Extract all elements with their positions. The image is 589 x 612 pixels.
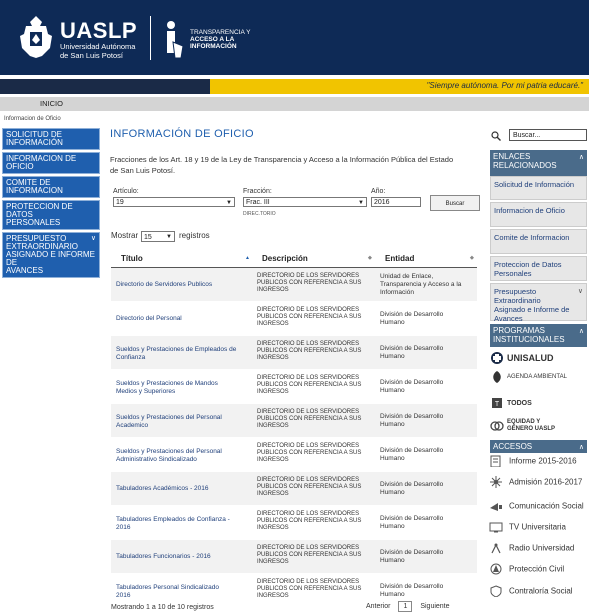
left-menu-label: PROTECCION DE DATOS [6,202,73,219]
row-description [257,443,375,464]
program-link[interactable] [490,396,532,410]
section-heading: INSTITUCIONALES [493,335,565,344]
agenda-ambiental-icon [490,370,504,384]
row-entidad [380,379,475,395]
program-link[interactable] [490,419,567,433]
row-description-line: INGRESOS [257,321,289,327]
enlace-item[interactable] [490,176,587,200]
access-label: Protección Civil [509,564,565,574]
logo-title: UASLP [60,18,138,43]
row-description-line: PUBLICOS CON REFERENCIA A SUS [257,314,362,320]
program-label: EQUIDAD Y GÉNERO UASLP [507,419,556,432]
row-description-line: INGRESOS [257,423,289,429]
left-menu-label: PERSONALES [6,218,61,227]
logo-subtitle-2: de San Luis Potosí [60,51,123,60]
row-entidad [380,515,475,531]
pagination-page[interactable]: 1 [398,601,412,612]
row-entidad [380,549,475,565]
row-entidad-line: División de Desarrollo [380,481,444,488]
page-title: INFORMACIÓN DE OFICIO [110,128,254,140]
row-entidad-line: Humano [380,489,405,496]
row-description-line: DIRECTORIO DE LOS SERVIDORES [257,579,360,585]
row-entidad-line: División de Desarrollo [380,345,444,352]
mostrar-label: Mostrar [111,231,139,240]
row-title-line: Confianza [116,354,146,361]
left-menu-label: SOLICITUD DE [6,130,63,139]
breadcrumb[interactable]: Informacion de Oficio [4,116,61,122]
slogan-highlight [210,79,589,94]
comunicacion-icon [489,500,503,512]
page-subtitle-line: de San Luis Potosí. [110,166,176,175]
row-description-line: DIRECTORIO DE LOS SERVIDORES [257,341,360,347]
row-title-line: Medios y Superiores [116,388,176,395]
row-description-line: INGRESOS [257,525,289,531]
section-heading: RELACIONADOS [493,161,557,170]
row-description-line: PUBLICOS CON REFERENCIA A SUS [257,484,362,490]
program-label: AGENDA AMBIENTAL [507,373,567,380]
row-entidad-line: Humano [380,591,405,598]
row-description-line: DIRECTORIO DE LOS SERVIDORES [257,511,360,517]
row-description-line: INGRESOS [257,457,289,463]
column-header-label: Descripción [262,254,308,263]
program-link[interactable] [490,351,554,365]
row-description [257,511,375,532]
access-link[interactable] [489,500,584,512]
row-title-link[interactable] [116,315,246,323]
column-header-titulo[interactable] [121,254,250,263]
enlace-label: Informacion de Oficio [494,206,565,215]
table-row[interactable] [111,370,477,404]
row-description-line: INGRESOS [257,593,289,599]
program-label: UNISALUD [507,353,554,363]
row-description-line: INGRESOS [257,559,289,565]
row-title-line: Administrativo Sindicalizado [116,456,197,463]
row-title-link[interactable] [116,516,246,532]
unisalud-icon [490,351,504,365]
column-header-label: Título [121,254,143,263]
row-entidad [380,413,475,429]
enlace-label: Comite de Informacion [494,233,570,242]
page-length-value: 15 [144,234,152,241]
row-entidad-line: División de Desarrollo [380,379,444,386]
nav-inicio-link[interactable]: INICIO [40,99,63,108]
pagination [366,601,450,612]
row-entidad [380,447,475,463]
top-navbar [0,97,589,111]
program-link[interactable] [490,370,567,384]
enlace-item[interactable] [490,256,587,281]
row-description [257,307,375,328]
row-title-link[interactable] [116,584,246,600]
left-menu-label: AVANCES [6,266,44,275]
row-entidad-line: Humano [380,353,405,360]
proteccion-civil-icon [489,563,503,575]
enlace-label: Extraordinario [494,296,541,305]
row-entidad-line: Transparencia y Acceso a la [380,281,462,288]
row-description-line: PUBLICOS CON REFERENCIA A SUS [257,518,362,524]
row-title-line: Tabuladores Funcionarios - 2016 [116,553,211,560]
row-entidad-line: División de Desarrollo [380,549,444,556]
page-subtitle-line: Fracciones de los Art. 18 y 19 de la Ley de Transparencia y Acceso a la Información Pública del Estado [110,155,454,164]
radio-icon [489,542,503,554]
enlace-label: Proteccion de Datos [494,260,562,269]
row-description-line: INGRESOS [257,491,289,497]
table-row[interactable] [111,268,477,302]
articulo-value: 19 [116,199,124,206]
left-menu-label: PRESUPUESTO [6,234,67,243]
row-entidad-line: Humano [380,387,405,394]
chevron-up-icon: ∧ [578,154,584,161]
transp-line-2: ACCESO A LA [190,36,235,43]
left-menu-presupuesto[interactable] [2,232,100,278]
row-description-line: INGRESOS [257,389,289,395]
row-description [257,409,375,430]
enlace-item[interactable] [490,283,587,321]
buscar-button[interactable]: Buscar [430,195,480,211]
fraccion-label: Fracción: [243,188,272,195]
row-title-link[interactable] [116,485,246,493]
row-description-line: PUBLICOS CON REFERENCIA A SUS [257,450,362,456]
fraccion-select[interactable] [243,197,367,207]
logo-text[interactable] [60,20,137,60]
table-row[interactable] [111,472,477,506]
row-description-line: DIRECTORIO DE LOS SERVIDORES [257,477,360,483]
row-entidad [380,345,475,361]
row-entidad-line: División de Desarrollo [380,447,444,454]
enlace-item[interactable] [490,202,587,227]
row-title-line: Sueldos y Prestaciones de Empleados de [116,346,237,353]
main-content [110,128,482,176]
results-table [111,250,477,608]
row-entidad-line: Humano [380,455,405,462]
access-link[interactable] [489,563,564,575]
row-entidad-line: Humano [380,557,405,564]
section-heading: ENLACES [493,152,531,161]
left-menu-comite[interactable] [2,176,100,198]
row-description [257,477,375,498]
row-description-line: DIRECTORIO DE LOS SERVIDORES [257,273,360,279]
row-title-line: Sueldos y Prestaciones de Mandos [116,380,218,387]
contraloria-icon [489,585,503,597]
page-subtitle [110,154,482,176]
pagination-next[interactable]: Siguiente [420,603,450,610]
page-length-select[interactable] [141,231,175,242]
row-title-link[interactable] [116,380,246,396]
sort-icon: ◆ [368,255,372,261]
row-title-line: Sueldos y Prestaciones del Personal [116,414,222,421]
equidad-icon [490,419,504,433]
logo-subtitle-1: Universidad Autónoma [60,42,136,51]
accesos-header[interactable] [490,440,587,453]
left-menu-solicitud[interactable] [2,128,100,150]
row-entidad [380,311,475,327]
row-description-line: PUBLICOS CON REFERENCIA A SUS [257,382,362,388]
header-divider [150,16,151,60]
row-entidad-line: Información [380,289,414,296]
row-entidad-line: Unidad de Enlace, [380,273,434,280]
row-description [257,273,375,294]
enlace-label: Personales [494,269,532,278]
programas-header[interactable] [490,324,587,347]
row-description-line: INGRESOS [257,287,289,293]
enlace-item[interactable] [490,229,587,254]
row-title-link[interactable] [116,553,246,561]
row-title-line: 2016 [116,524,131,531]
anio-input[interactable]: 2016 [371,197,421,207]
table-row[interactable] [111,404,477,438]
row-title-line: Directorio del Personal [116,315,182,322]
left-menu-label: INFORMACIÓN [6,138,63,147]
row-entidad-line: Humano [380,421,405,428]
access-link[interactable] [489,542,574,554]
left-menu-label: EXTRAORDINARIO [6,242,79,251]
transparencia-text[interactable] [190,29,270,50]
table-row[interactable] [111,336,477,370]
left-menu-label: ASIGNADO E INFORME DE [6,250,95,267]
row-entidad [380,273,475,297]
row-entidad-line: División de Desarrollo [380,583,444,590]
search-icon[interactable] [491,131,501,141]
row-description [257,375,375,396]
admision-icon [489,476,503,488]
row-description-line: PUBLICOS CON REFERENCIA A SUS [257,552,362,558]
row-description-line: PUBLICOS CON REFERENCIA A SUS [257,586,362,592]
informe-icon [489,455,503,467]
row-entidad-line: División de Desarrollo [380,311,444,318]
row-title-line: 2016 [116,592,131,599]
row-title-line: Tabuladores Empleados de Confianza - [116,516,230,523]
table-header [111,250,477,268]
table-body [111,268,477,608]
access-link[interactable] [489,455,577,467]
row-entidad [380,583,475,599]
svg-text:T: T [494,401,500,408]
column-header-entidad[interactable] [385,254,474,263]
row-entidad-line: División de Desarrollo [380,515,444,522]
access-link[interactable] [489,521,566,533]
transp-line-1: TRANSPARENCIA Y [190,29,251,36]
row-description-line: DIRECTORIO DE LOS SERVIDORES [257,307,360,313]
left-menu-label: OFICIO [6,162,34,171]
left-menu-informacion-oficio[interactable] [2,152,100,174]
access-link[interactable] [489,585,573,597]
chevron-up-icon: ∧ [578,444,584,451]
enlace-label: Avances [494,314,523,323]
chevron-down-icon: ∨ [577,288,583,295]
enlace-label: Presupuesto [494,287,537,296]
transp-line-3: INFORMACIÓN [190,43,237,50]
table-info: Mostrando 1 a 10 de 10 registros [111,604,214,611]
articulo-label: Artículo: [113,188,139,195]
left-menu [2,128,100,280]
table-row[interactable] [111,438,477,472]
row-description-line: DIRECTORIO DE LOS SERVIDORES [257,443,360,449]
row-entidad-line: Humano [380,523,405,530]
table-row[interactable] [111,540,477,574]
anio-label: Año: [371,188,386,195]
left-menu-label: COMITE DE [6,178,51,187]
access-label: TV Universitaria [509,522,566,532]
row-description-line: PUBLICOS CON REFERENCIA A SUS [257,348,362,354]
chevron-up-icon: ∧ [578,328,584,335]
enlaces-relacionados-header[interactable] [490,150,587,176]
column-header-descripcion[interactable] [262,254,372,263]
access-label: Admisión 2016-2017 [509,477,583,487]
row-title-link[interactable] [116,346,246,362]
row-description-line: PUBLICOS CON REFERENCIA A SUS [257,416,362,422]
articulo-select[interactable] [113,197,235,207]
enlace-label: Solicitud de Información [494,180,575,189]
row-entidad [380,481,475,497]
section-heading: ACCESOS [493,442,533,451]
access-label: Informe 2015-2016 [509,456,577,466]
fraccion-hint: DIREC.TORIO [243,211,276,217]
access-label: Comunicación Social [509,501,584,511]
left-menu-proteccion[interactable] [2,200,100,230]
row-title-link[interactable] [116,448,246,464]
row-description [257,341,375,362]
pagination-prev[interactable]: Anterior [366,603,391,610]
row-title-link[interactable] [116,281,246,289]
access-link[interactable] [489,476,582,488]
row-description-line: PUBLICOS CON REFERENCIA A SUS [257,280,362,286]
access-label: Contraloría Social [509,586,573,596]
row-title-line: Tabuladores Académicos - 2016 [116,485,209,492]
slogan-bar [0,79,589,94]
sort-asc-icon: ▲ [245,255,250,261]
sort-icon: ◆ [470,255,474,261]
row-title-line: Tabuladores Personal Sindicalizado [116,584,219,591]
left-menu-label: INFORMACION [6,186,63,195]
row-title-line: Sueldos y Prestaciones del Personal [116,448,222,455]
row-title-line: Academico [116,422,149,429]
search-input[interactable]: Buscar... [509,129,587,141]
access-label: Radio Universidad [509,543,575,553]
chevron-down-icon[interactable]: ∨ [90,235,96,242]
todos-icon [490,396,504,410]
row-title-line: Directorio de Servidores Publicos [116,281,213,288]
row-description [257,579,375,600]
chevron-down-icon: ▼ [166,234,172,240]
row-entidad-line: División de Desarrollo [380,413,444,420]
fraccion-value: Frac. III [246,199,270,206]
table-row[interactable] [111,302,477,336]
chevron-down-icon: ▼ [358,200,364,206]
chevron-down-icon: ▼ [226,200,232,206]
row-description-line: INGRESOS [257,355,289,361]
slogan-text: "Siempre autónoma. Por mi patria educaré." [426,81,583,90]
enlace-label: Asignado e Informe de [494,305,570,314]
left-menu-label: INFORMACION DE [6,154,77,163]
registros-label: registros [179,231,210,240]
column-header-label: Entidad [385,254,415,263]
section-heading: PROGRAMAS [493,326,546,335]
row-description-line: DIRECTORIO DE LOS SERVIDORES [257,409,360,415]
tv-icon [489,521,503,533]
row-title-link[interactable] [116,414,246,430]
site-header [0,0,589,75]
uaslp-crest-icon[interactable] [16,14,56,60]
row-description-line: DIRECTORIO DE LOS SERVIDORES [257,375,360,381]
info-icon[interactable] [161,20,187,60]
table-row[interactable] [111,506,477,540]
program-label: TODOS [507,399,532,407]
row-description [257,545,375,566]
row-entidad-line: Humano [380,319,405,326]
row-description-line: DIRECTORIO DE LOS SERVIDORES [257,545,360,551]
